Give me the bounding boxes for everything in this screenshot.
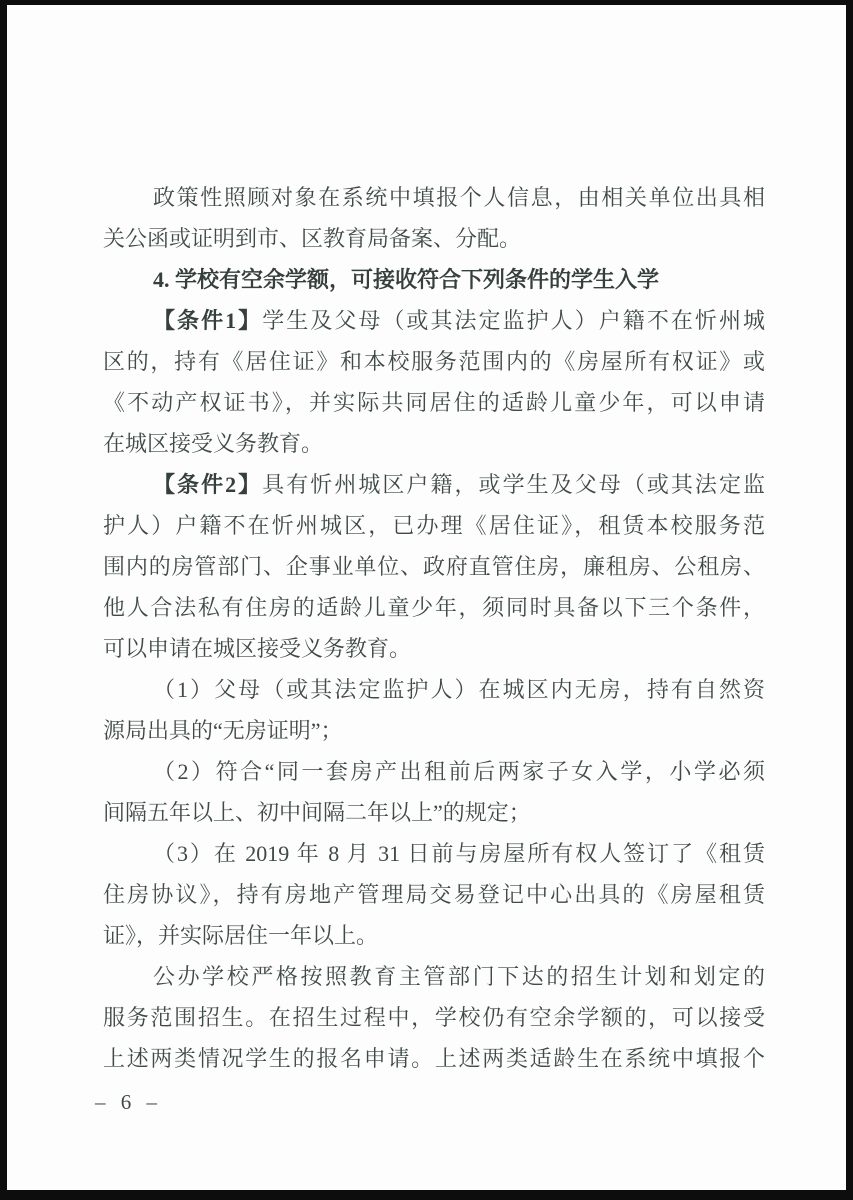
text-line: 可以申请在城区接受义务教育。	[103, 636, 412, 661]
document-body	[103, 177, 765, 1079]
heading-item-4	[103, 259, 765, 300]
text-line: 证》，并实际居住一年以上。	[103, 923, 379, 948]
document-page	[7, 5, 846, 1190]
paragraph-condition-2	[103, 464, 765, 669]
paragraph-requirement-1	[103, 669, 765, 751]
text-line: 公办学校严格按照教育主管部门下达的招生计划和划定的	[153, 964, 765, 989]
text-segment: 学生及父母（或其法定监护人）户籍不在忻州城	[262, 308, 765, 333]
text-line: 服务范围招生。在招生过程中，学校仍有空余学额的，可以接受	[103, 1005, 765, 1030]
text-segment: 具有忻州城区户籍，或学生及父母（或其法定监	[262, 472, 765, 497]
text-line	[103, 300, 765, 341]
text-line: （2）符合“同一套房产出租前后两家子女入学，小学必须	[153, 759, 765, 784]
paragraph-policy-intro	[103, 177, 765, 259]
text-line: 源局出具的“无房证明”；	[103, 718, 343, 743]
condition-2-label: 【条件2】	[153, 472, 263, 497]
text-line: 住房协议》，持有房地产管理局交易登记中心出具的《房屋租赁	[103, 882, 765, 907]
text-line: 区的，持有《居住证》和本校服务范围内的《房屋所有权证》或	[103, 349, 765, 374]
text-line: 他人合法私有住房的适龄儿童少年，须同时具备以下三个条件，	[103, 595, 765, 620]
text-line	[103, 464, 765, 505]
text-line: 护人）户籍不在忻州城区，已办理《居住证》，租赁本校服务范	[103, 513, 765, 538]
text-line: 围内的房管部门、企事业单位、政府直管住房，廉租房、公租房、	[103, 554, 765, 579]
paragraph-requirement-2	[103, 751, 765, 833]
text-line: （3）在 2019 年 8 月 31 日前与房屋所有权人签订了《租赁	[153, 841, 765, 866]
text-line: 在城区接受义务教育。	[103, 431, 324, 456]
heading-text: 4. 学校有空余学额，可接收符合下列条件的学生入学	[153, 267, 660, 292]
text-line: 《不动产权证书》，并实际共同居住的适龄儿童少年，可以申请	[103, 390, 765, 415]
text-line: （1）父母（或其法定监护人）在城区内无房，持有自然资	[153, 677, 765, 702]
text-line: 上述两类情况学生的报名申请。上述两类适龄生在系统中填报个	[103, 1046, 765, 1071]
paragraph-requirement-3	[103, 833, 765, 956]
page-number: – 6 –	[95, 1090, 162, 1114]
condition-1-label: 【条件1】	[153, 308, 263, 333]
text-line: 间隔五年以上、初中间隔二年以上”的规定；	[103, 800, 531, 825]
paragraph-public-school-closing	[103, 956, 765, 1079]
text-line: 关公函或证明到市、区教育局备案、分配。	[103, 226, 522, 251]
paragraph-condition-1	[103, 300, 765, 464]
text-line: 政策性照顾对象在系统中填报个人信息，由相关单位出具相	[153, 185, 765, 210]
